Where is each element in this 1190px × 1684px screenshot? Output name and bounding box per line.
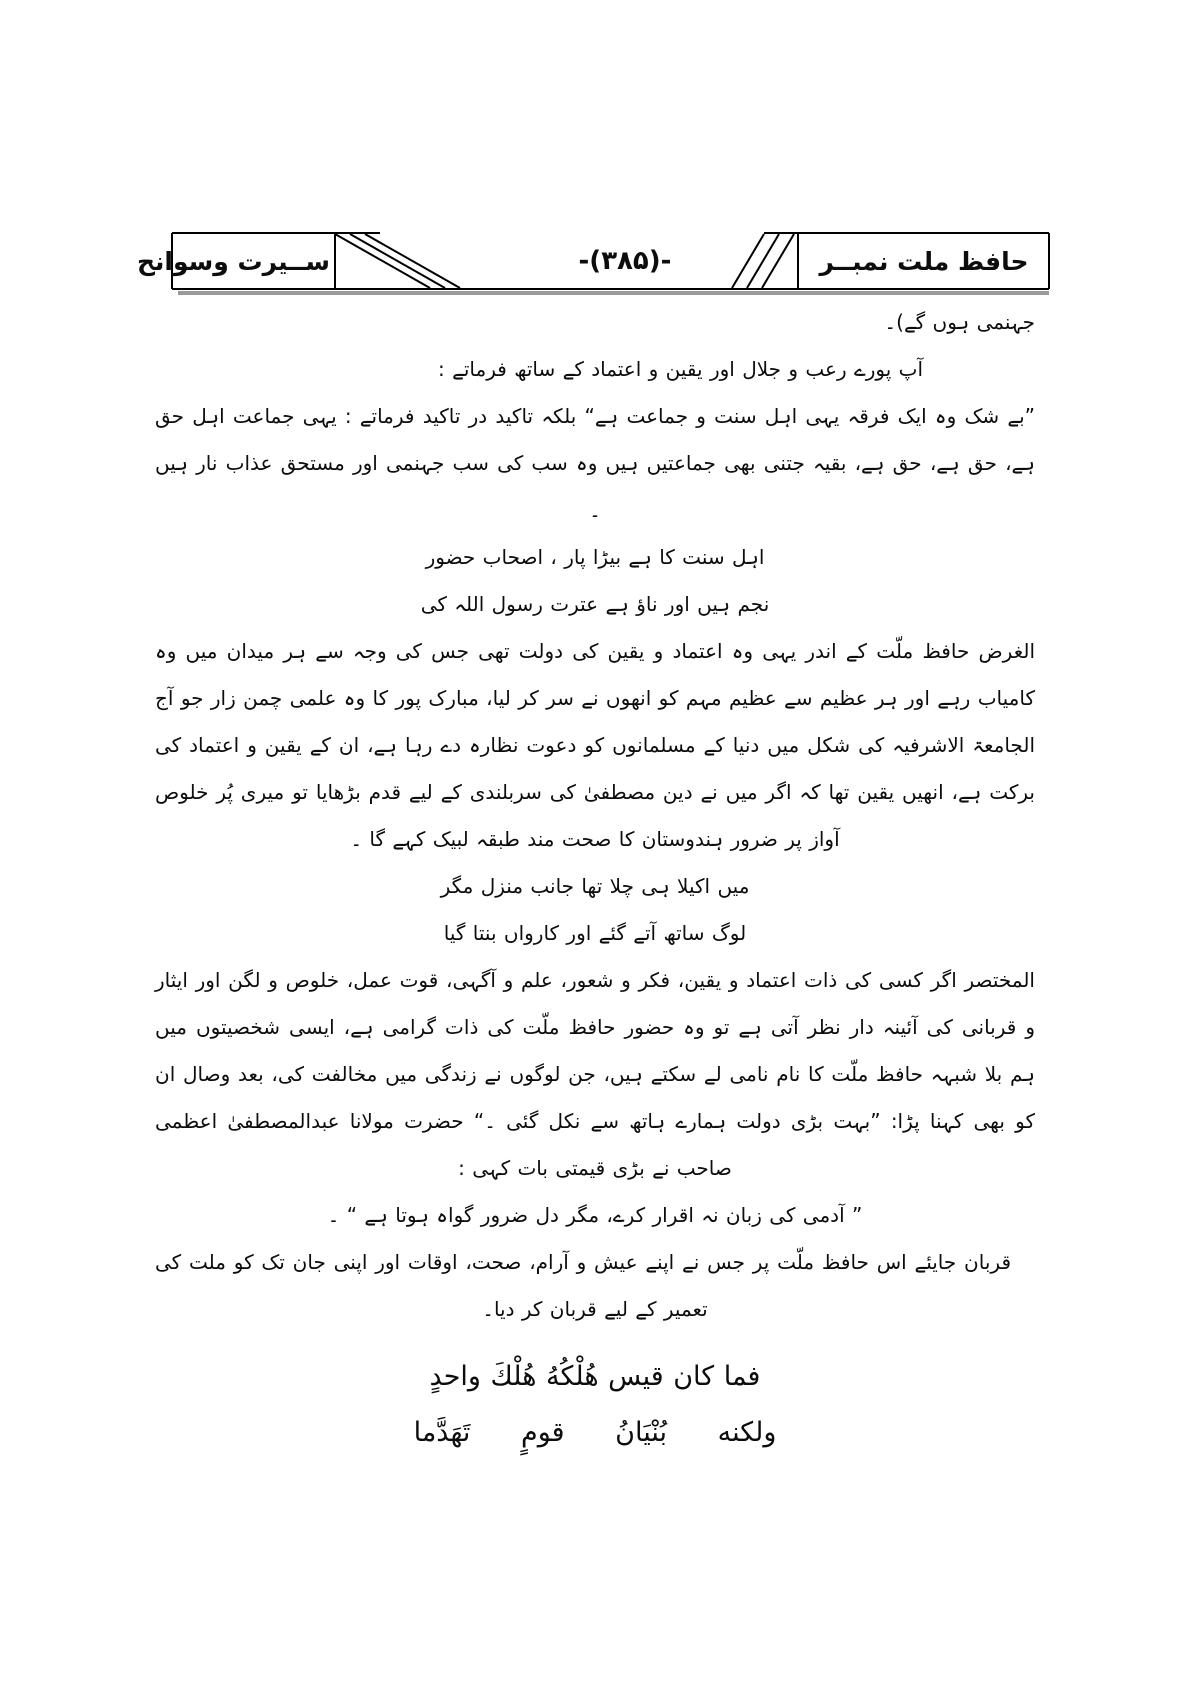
intro-line: آپ پورے رعب و جلال اور یقین و اعتماد کے ساتھ فرماتے :: [438, 357, 923, 381]
couplet-1-line-2: نجم ہیں اور ناؤ ہے عترت رسول اللہ کی: [420, 592, 770, 616]
couplet-1-line-1: اہل سنت کا ہے بیڑا پار ، اصحاب حضور: [425, 545, 765, 569]
quote-line: ” آدمی کی زبان نہ اقرار کرے، مگر دل ضرور گواہ ہوتا ہے “ ۔: [327, 1203, 863, 1227]
header-right-title: حافظ ملت نمبــر: [819, 247, 1029, 276]
page-number: -(۳۸۵)-: [578, 246, 672, 276]
couplet-2-line-1: میں اکیلا ہی چلا تھا جانب منزل مگر: [440, 874, 750, 898]
continuation-line: جہنمی ہوں گے)۔: [884, 310, 1035, 334]
arabic-couplet: [155, 1349, 1035, 1461]
paragraph-qurban: قربان جایئے اس حافظ ملّت پر جس نے اپنے عیش و آرام، صحت، اوقات اور اپنی جان تک کو ملت کی تعمیر کے لیے قربان کر دیا۔: [155, 1250, 1011, 1321]
quote-paragraph: ”بے شک وہ ایک فرقہ یہی اہل سنت و جماعت ہے“ بلکہ تاکید در تاکید فرماتے : یہی جماعت اہل حق ہے، حق ہے، حق ہے، بقیہ جتنی بھی جماعتیں ہیں وہ سب کی سب جہنمی اور مستحق عذاب نار ہیں ۔: [155, 404, 1035, 522]
header-left-title: ســیرت وسوانح: [136, 247, 330, 276]
paragraph-alghraz: الغرض حافظ ملّت کے اندر یہی وہ اعتماد و یقین کی دولت تھی جس کی وجہ سے ہر میدان میں وہ کامیاب رہے اور ہر عظیم سے عظیم مہم کو انھوں نے سر کر لیا، مبارک پور کا وہ علمی چمن زار جو آج الجامعۃ الاشرفیہ کی شکل میں دنیا کے مسلمانوں کو دعوت نظارہ دے رہا ہے، ان کے یقین و اعتماد کی برکت ہے، انھیں یقین تھا کہ اگر میں نے دین مصطفیٰ کی سربلندی کے لیے قدم بڑھایا تو میری پُر خلوص آواز پر ضرور ہندوستان کا صحت مند طبقہ لبیک کہے گا ۔: [155, 639, 1035, 851]
couplet-2-line-2: لوگ ساتھ آتے گئے اور کارواں بنتا گیا: [443, 921, 747, 945]
paragraph-almukhtasar: المختصر اگر کسی کی ذات اعتماد و یقین، فکر و شعور، علم و آگہی، قوت عمل، خلوص و لگن اور ایثار و قربانی کی آئینہ دار نظر آتی ہے تو وہ حضور حافظ ملّت کی ذات گرامی ہے، ایسی شخصیتوں میں ہم بلا شبہہ حافظ ملّت کا نام نامی لے سکتے ہیں، جن لوگوں نے زندگی میں مخالفت کی، بعد وصال ان کو بھی کہنا پڑا: ”بہت بڑی دولت ہمارے ہاتھ سے نکل گئی ۔“ حضرت مولانا عبدالمصطفیٰ اعظمی صاحب نے بڑی قیمتی بات کہی :: [155, 968, 1035, 1180]
arabic-verse-line-1: فما كان قيس هُلْكُهُ هُلْكَ واحدٍ: [429, 1361, 761, 1392]
arabic-verse-line-2: ولكنه بُنْيَانُ قومٍ تَهَدَّما: [413, 1417, 777, 1448]
page-body: [155, 299, 1035, 1461]
